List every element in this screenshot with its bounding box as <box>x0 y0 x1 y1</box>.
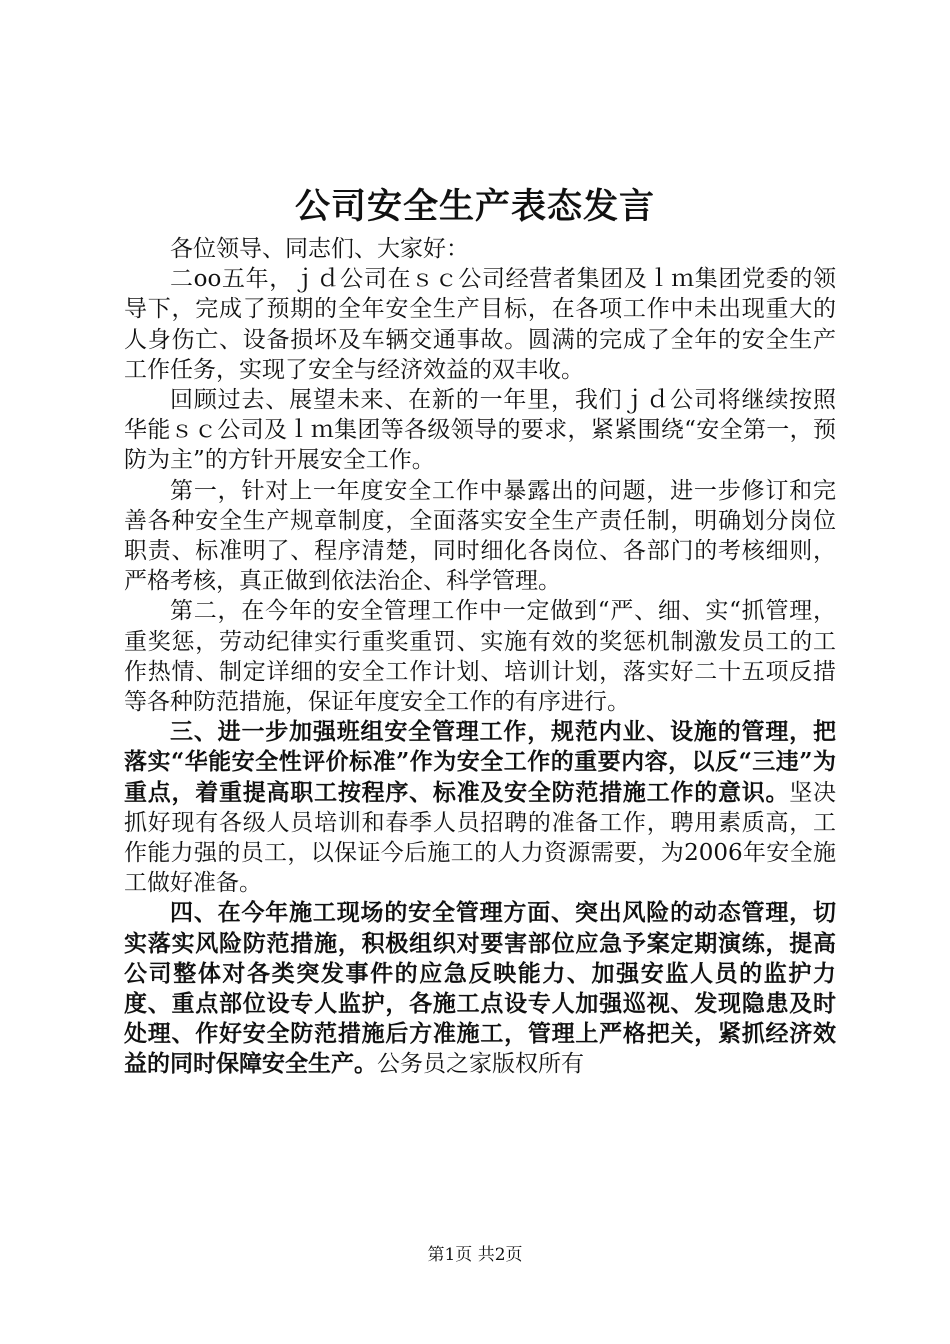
paragraph-6 <box>124 898 836 1079</box>
paragraph-5 <box>124 717 836 898</box>
greeting-paragraph: 各位领导、同志们、大家好： <box>170 236 469 262</box>
paragraph-1: 二oo五年，ｊｄ公司在ｓｃ公司经营者集团及ｌｍ集团党委的领导下，完成了预期的全年安全生产目标，在各项工作中未出现重大的人身伤亡、设备损坏及车辆交通事故。圆满的完成了全年的安全生产工作任务，实现了安全与经济效益的双丰收。 <box>124 266 836 383</box>
document-body <box>124 234 836 1080</box>
paragraph-6-normal: 公务员之家版权所有 <box>377 1051 584 1078</box>
page-footer: 第1页 共2页 <box>427 1245 523 1265</box>
paragraph-6-bold: 四、在今年施工现场的安全管理方面、突出风险的动态管理，切实落实风险防范措施，积极组织对要害部位应急予案定期演练，提高公司整体对各类突发事件的应急反映能力、加强安监人员的监护力度、重点部位设专人监护，各施工点设专人加强巡视、发现隐患及时处理、作好安全防范措施后方准施工，管理上严格把关，紧抓经济效益的同时保障安全生产。 <box>124 899 836 1078</box>
document-title: 公司安全生产表态发言 <box>294 186 655 227</box>
paragraph-4: 第二，在今年的安全管理工作中一定做到“严、细、实“抓管理，重奖惩，劳动纪律实行重奖重罚、实施有效的奖惩机制激发员工的工作热情、制定详细的安全工作计划、培训计划，落实好二十五项反措等各种防范措施，保证年度安全工作的有序进行。 <box>124 598 836 716</box>
paragraph-3: 第一，针对上一年度安全工作中暴露出的问题，进一步修订和完善各种安全生产规章制度，全面落实安全生产责任制，明确划分岗位职责、标准明了、程序清楚，同时细化各岗位、各部门的考核细则，严格考核，真正做到依法治企、科学管理。 <box>124 477 836 595</box>
paragraph-2: 回顾过去、展望未来、在新的一年里，我们ｊｄ公司将继续按照华能ｓｃ公司及ｌｍ集团等各级领导的要求，紧紧围绕“安全第一，预防为主”的方针开展安全工作。 <box>124 387 836 474</box>
paragraph-5-normal: 坚决抓好现有各级人员培训和春季人员招聘的准备工作，聘用素质高，工作能力强的员工，以保证今后施工的人力资源需要，为2006年安全施工做好准备。 <box>124 779 837 897</box>
paragraph-5-bold: 三、进一步加强班组安全管理工作，规范内业、设施的管理，把落实“华能安全性评价标准”作为安全工作的重要内容，以反“三违”为重点，着重提高职工按程序、标准及安全防范措施工作的意识。 <box>124 718 836 806</box>
